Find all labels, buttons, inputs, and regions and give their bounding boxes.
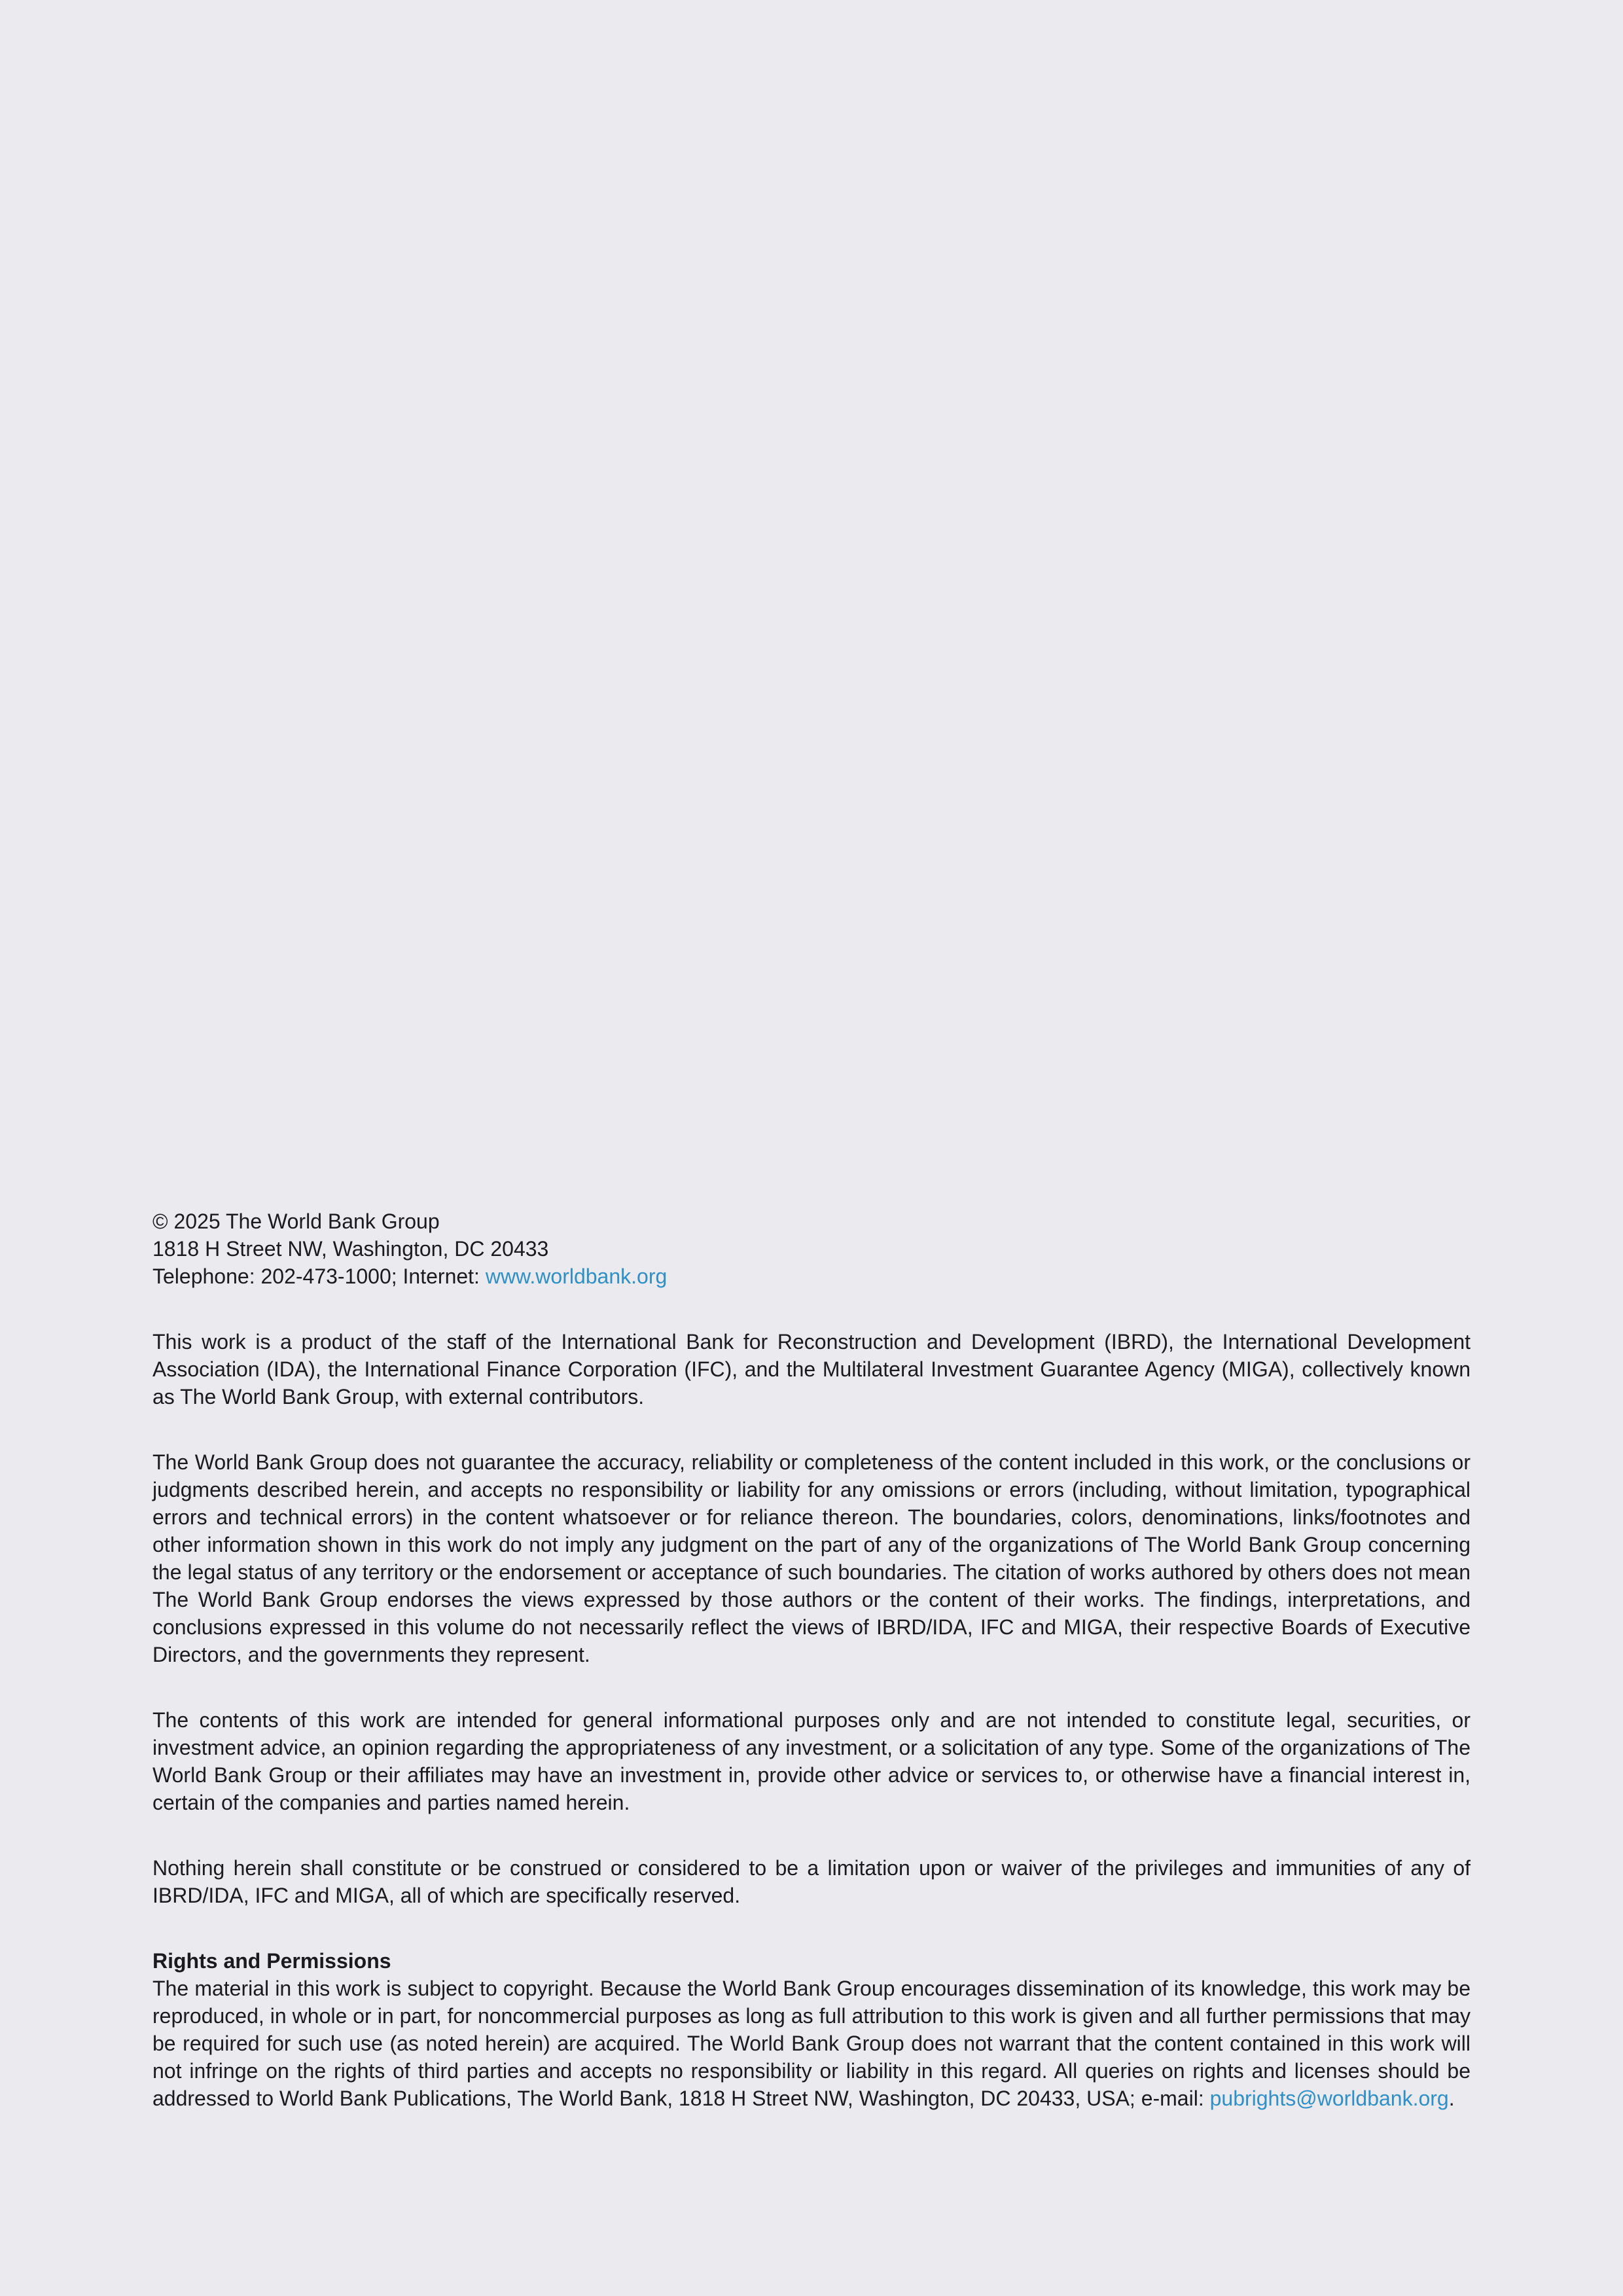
authorship-paragraph: This work is a product of the staff of the International Bank for Reconstruction and Development (IBRD), the International Development Association (IDA), the International Finance Corporation (IFC), and the Multilateral Investment Guarantee Agency (MIGA), collectively known as The World Bank Group, with external contributors. [152, 1330, 1471, 1408]
immunities-paragraph: Nothing herein shall constitute or be construed or considered to be a limitation upon or waiver of the privileges and immunities of any of IBRD/IDA, IFC and MIGA, all of which are specifically reserved. [152, 1856, 1471, 1907]
copyright-line: © 2025 The World Bank Group [152, 1210, 440, 1233]
publisher-info [152, 1208, 1471, 1290]
rights-paragraph [152, 1975, 1471, 2112]
website-link[interactable]: www.worldbank.org [485, 1265, 668, 1288]
rights-heading: Rights and Permissions [152, 1949, 391, 1973]
contact-line [152, 1263, 1471, 1290]
telephone-text: Telephone: 202-473-1000; Internet: [152, 1265, 486, 1288]
rights-body: The material in this work is subject to copyright. Because the World Bank Group encourages dissemination of its knowledge, this work may be reproduced, in whole or in part, for noncommercial purposes as long as full attribution to this work is given and all further permissions that may be required for such use (as noted herein) are acquired. The World Bank Group does not warrant that the content contained in this work will not infringe on the rights of third parties and accepts no responsibility or liability in this regard. All queries on rights and licenses should be addressed to World Bank Publications, The World Bank, 1818 H Street NW, Washington, DC 20433, USA; e-mail: [152, 1977, 1471, 2110]
rights-permissions-section [152, 1947, 1471, 2112]
rights-trailing: . [1448, 2087, 1455, 2110]
informational-purpose-paragraph: The contents of this work are intended for general informational purposes only and are not intended to constitute legal, securities, or investment advice, an opinion regarding the appropriateness of any investment, or a solicitation of any type. Some of the organizations of The World Bank Group or their affiliates may have an investment in, provide other advice or services to, or otherwise have a financial interest in, certain of the companies and parties named herein. [152, 1708, 1471, 1814]
disclaimer-paragraph: The World Bank Group does not guarantee the accuracy, reliability or completeness of the content included in this work, or the conclusions or judgments described herein, and accepts no responsibility or liability for any omissions or errors (including, without limitation, typographical errors and technical errors) in the content whatsoever or for reliance thereon. The boundaries, colors, denominations, links/footnotes and other information shown in this work do not imply any judgment on the part of any of the organizations of The World Bank Group concerning the legal status of any territory or the endorsement or acceptance of such boundaries. The citation of works authored by others does not mean The World Bank Group endorses the views expressed by those authors or the content of their works. The findings, interpretations, and conclusions expressed in this volume do not necessarily reflect the views of IBRD/IDA, IFC and MIGA, their respective Boards of Executive Directors, and the governments they represent. [152, 1450, 1471, 1666]
address-line: 1818 H Street NW, Washington, DC 20433 [152, 1237, 549, 1261]
email-link[interactable]: pubrights@worldbank.org [1209, 2087, 1449, 2110]
copyright-content [152, 1208, 1471, 2112]
